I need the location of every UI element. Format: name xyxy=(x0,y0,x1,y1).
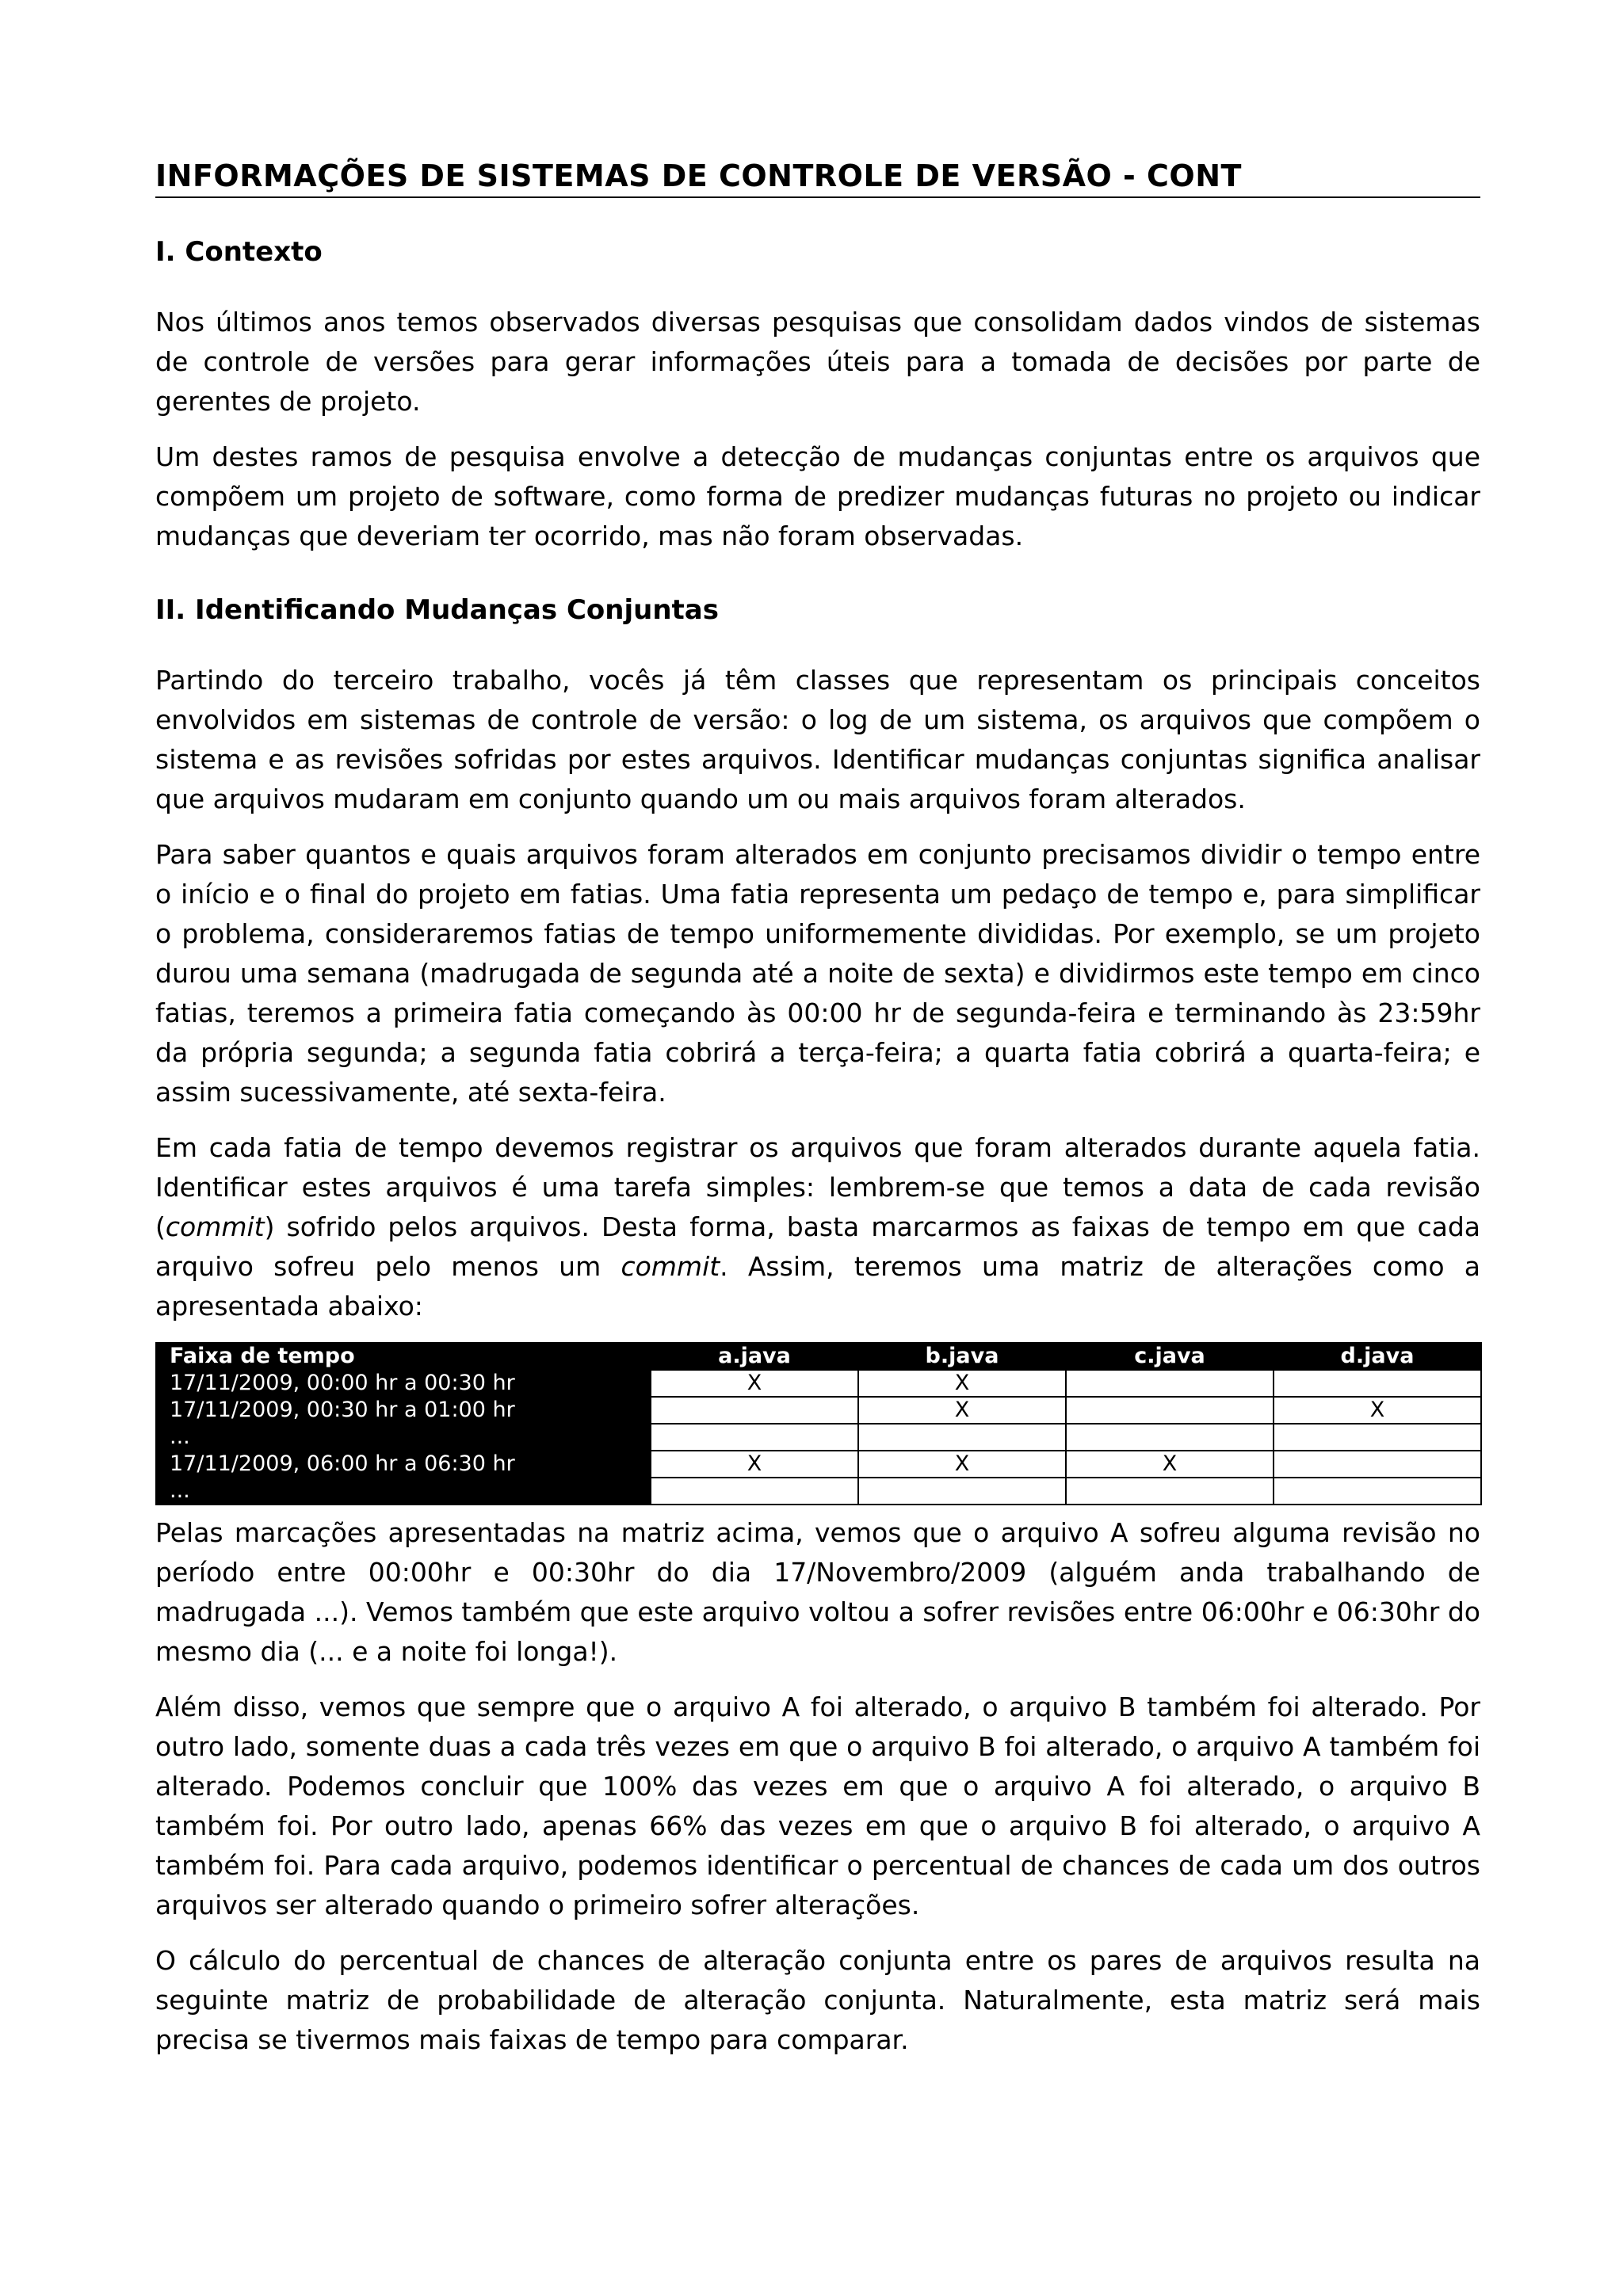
table-cell xyxy=(1066,1478,1274,1505)
table-header: c.java xyxy=(1066,1343,1274,1370)
table-cell-time: ... xyxy=(156,1478,651,1505)
table-cell xyxy=(651,1478,858,1505)
table-cell-time: 17/11/2009, 06:00 hr a 06:30 hr xyxy=(156,1451,651,1478)
table-row xyxy=(156,1397,1481,1424)
table-row xyxy=(156,1478,1481,1505)
table-cell xyxy=(1274,1424,1481,1451)
table-header: d.java xyxy=(1274,1343,1481,1370)
paragraph: Pelas marcações apresentadas na matriz acima, vemos que o arquivo A sofreu alguma revisão no período entre 00:00hr e 00:30hr do dia 17/Novembro/2009 (alguém anda trabalhando de madrugada ...). Vemos também que este arquivo voltou a sofrer revisões entre 06:00hr e 06:30hr do mesmo dia (... e a noite foi longa!). xyxy=(155,1517,1480,1667)
paragraph: Além disso, vemos que sempre que o arquivo A foi alterado, o arquivo B também foi alterado. Por outro lado, somente duas a cada três vezes em que o arquivo B foi alterado, o arquivo A também foi alterado. Podemos concluir que 100% das vezes em que o arquivo A foi alterado, o arquivo B também foi. Por outro lado, apenas 66% das vezes em que o arquivo B foi alterado, o arquivo A também foi. Para cada arquivo, podemos identificar o percentual de chances de cada um dos outros arquivos ser alterado quando o primeiro sofrer alterações. xyxy=(155,1691,1480,1920)
document-page xyxy=(155,158,1480,2060)
table-header: b.java xyxy=(858,1343,1066,1370)
table-cell xyxy=(651,1397,858,1424)
table-header: Faixa de tempo xyxy=(156,1343,651,1370)
document-title: INFORMAÇÕES DE SISTEMAS DE CONTROLE DE VERSÃO - CONT xyxy=(155,158,1480,198)
paragraph: Em cada fatia de tempo devemos registrar os arquivos que foram alterados durante aquela fatia. Identificar estes arquivos é uma tarefa simples: lembrem-se que temos a data de cada revisão (commit) sofrido pelos arquivos. Desta forma, basta marcarmos as faixas de tempo em que cada arquivo sofreu pelo menos um commit. Assim, teremos uma matriz de alterações como a apresentada abaixo: xyxy=(155,1132,1480,1322)
change-matrix-table xyxy=(155,1342,1482,1505)
paragraph: O cálculo do percentual de chances de alteração conjunta entre os pares de arquivos resulta na seguinte matriz de probabilidade de alteração conjunta. Naturalmente, esta matriz será mais precisa se tivermos mais faixas de tempo para comparar. xyxy=(155,1945,1480,2055)
paragraph: Um destes ramos de pesquisa envolve a detecção de mudanças conjuntas entre os arquivos que compõem um projeto de software, como forma de predizer mudanças futuras no projeto ou indicar mudanças que deveriam ter ocorrido, mas não foram observadas. xyxy=(155,441,1480,551)
paragraph: Nos últimos anos temos observados diversas pesquisas que consolidam dados vindos de sistemas de controle de versões para gerar informações úteis para a tomada de decisões por parte de gerentes de projeto. xyxy=(155,307,1480,417)
table-row xyxy=(156,1451,1481,1478)
emphasis-commit: commit xyxy=(621,1251,720,1282)
paragraph: Partindo do terceiro trabalho, vocês já têm classes que representam os principais conceitos envolvidos em sistemas de controle de versão: o log de um sistema, os arquivos que compõem o sistema e as revisões sofridas por estes arquivos. Identificar mudanças conjuntas significa analisar que arquivos mudaram em conjunto quando um ou mais arquivos foram alterados. xyxy=(155,665,1480,814)
table-row xyxy=(156,1424,1481,1451)
table-cell xyxy=(1274,1478,1481,1505)
table-cell: X xyxy=(858,1370,1066,1397)
table-cell: X xyxy=(858,1397,1066,1424)
table-cell xyxy=(858,1424,1066,1451)
section-heading-contexto: I. Contexto xyxy=(155,236,323,268)
table-header-row xyxy=(156,1343,1481,1370)
table-cell xyxy=(1066,1424,1274,1451)
table-cell: X xyxy=(1066,1451,1274,1478)
table-cell xyxy=(1066,1397,1274,1424)
table-cell: X xyxy=(651,1451,858,1478)
table-cell xyxy=(1066,1370,1274,1397)
table-cell xyxy=(1274,1451,1481,1478)
section-heading-mudancas: II. Identificando Mudanças Conjuntas xyxy=(155,594,719,626)
table-cell: X xyxy=(858,1451,1066,1478)
table-cell: X xyxy=(651,1370,858,1397)
table-cell xyxy=(651,1424,858,1451)
table-cell-time: 17/11/2009, 00:00 hr a 00:30 hr xyxy=(156,1370,651,1397)
table-cell-time: ... xyxy=(156,1424,651,1451)
table-cell: X xyxy=(1274,1397,1481,1424)
table-cell xyxy=(858,1478,1066,1505)
table-header: a.java xyxy=(651,1343,858,1370)
table-cell xyxy=(1274,1370,1481,1397)
table-cell-time: 17/11/2009, 00:30 hr a 01:00 hr xyxy=(156,1397,651,1424)
emphasis-commit: commit xyxy=(165,1211,265,1242)
table-row xyxy=(156,1370,1481,1397)
paragraph: Para saber quantos e quais arquivos foram alterados em conjunto precisamos dividir o tempo entre o início e o final do projeto em fatias. Uma fatia representa um pedaço de tempo e, para simplificar o problema, consideraremos fatias de tempo uniformemente divididas. Por exemplo, se um projeto durou uma semana (madrugada de segunda até a noite de sexta) e dividirmos este tempo em cinco fatias, teremos a primeira fatia começando às 00:00 hr de segunda-feira e terminando às 23:59hr da própria segunda; a segunda fatia cobrirá a terça-feira; a quarta fatia cobrirá a quarta-feira; e assim sucessivamente, até sexta-feira. xyxy=(155,839,1480,1108)
